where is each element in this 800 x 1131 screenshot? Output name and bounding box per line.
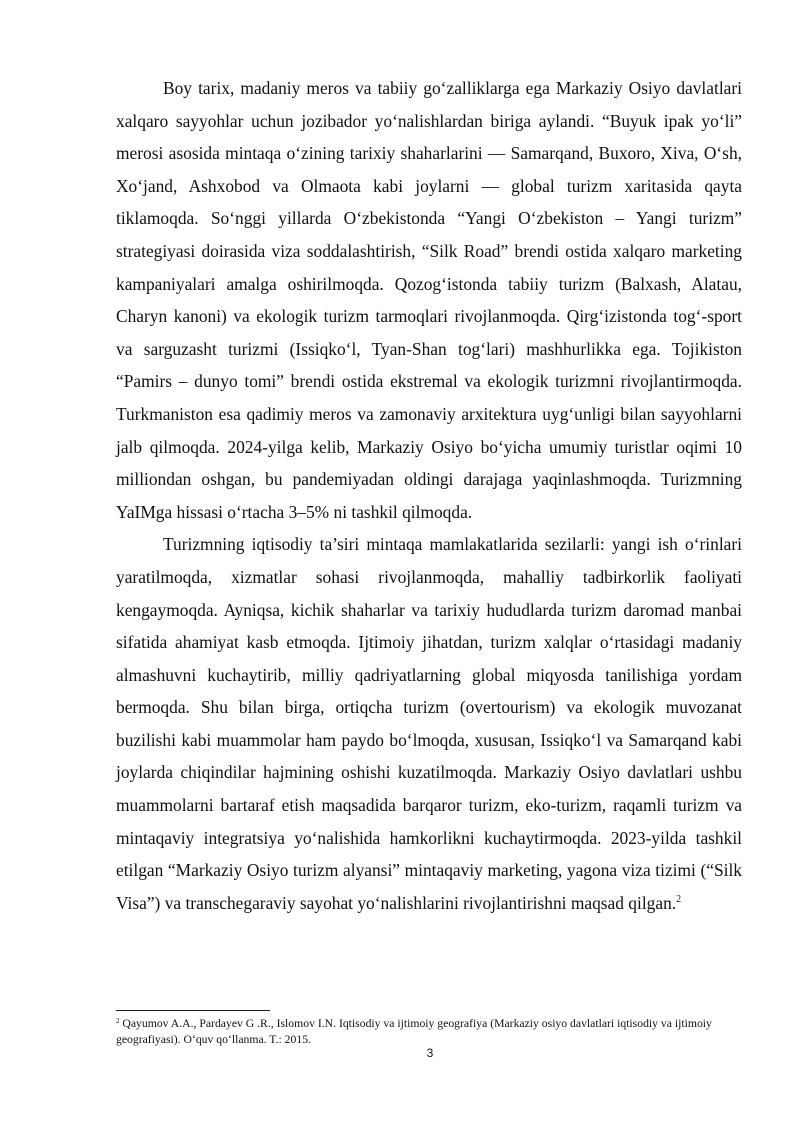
- paragraph-2-text: Turizmning iqtisodiy ta’siri mintaqa mamlakatlarida sezilarli: yangi ish o‘rinlari yaratilmoqda, xizmatlar sohasi rivojlanmoqda, mahalliy tadbirkorlik faoliyati kengaymoqda. Ayniqsa, kichik shaharlar va tarixiy hududlarda turizm daromad manbai sifatida ahamiyat kasb etmoqda. Ijtimoiy jihatdan, turizm xalqlar o‘rtasidagi madaniy almashuvni kuchaytirib, milliy qadriyatlarning global miqyosda tanilishiga yordam bermoqda. Shu bilan birga, ortiqcha turizm (overtourism) va ekologik muvozanat buzilishi kabi muammolar ham paydo bo‘lmoqda, xususan, Issiqko‘l va Samarqand kabi joylarda chiqindilar hajmining oshishi kuzatilmoqda. Markaziy Osiyo davlatlari ushbu muammolarni bartaraf etish maqsadida barqaror turizm, eko-turizm, raqamli turizm va mintaqaviy integratsiya yo‘nalishida hamkorlikni kuchaytirmoqda. 2023-yilda tashkil etilgan “Markaziy Osiyo turizm alyansi” mintaqaviy marketing, yagona viza tizimi (“Silk Visa”) va transchegaraviy sayohat yo‘nalishlarini rivojlantirishni maqsad qilgan.: [116, 534, 742, 913]
- footnote-text: Qayumov A.A., Pardayev G .R., Islomov I.N. Iqtisodiy va ijtimoiy geografiya (Markaziy osiyo davlatlari iqtisodiy va ijtimoiy geografiyasi). O‘quv qo‘llanma. T.: 2015.: [116, 1017, 712, 1046]
- page-number: 3: [426, 1046, 434, 1060]
- footnote: [116, 1016, 742, 1047]
- paragraph-2: [116, 528, 742, 919]
- footnote-separator: [116, 1010, 270, 1011]
- paragraph-1: Boy tarix, madaniy meros va tabiiy go‘zalliklarga ega Markaziy Osiyo davlatlari xalqaro sayyohlar uchun jozibador yo‘nalishlardan biriga aylandi. “Buyuk ipak yo‘li” merosi asosida mintaqa o‘zining tarixiy shaharlarini — Samarqand, Buxoro, Xiva, O‘sh, Xo‘jand, Ashxobod va Olmaota kabi joylarni — global turizm xaritasida qayta tiklamoqda. So‘nggi yillarda O‘zbekistonda “Yangi O‘zbekiston – Yangi turizm” strategiyasi doirasida viza soddalashtirish, “Silk Road” brendi ostida xalqaro marketing kampaniyalari amalga oshirilmoqda. Qozog‘istonda tabiiy turizm (Balxash, Alatau, Charyn kanoni) va ekologik turizm tarmoqlari rivojlanmoqda. Qirg‘izistonda tog‘-sport va sarguzasht turizmi (Issiqko‘l, Tyan-Shan tog‘lari) mashhurlikka ega. Tojikiston “Pamirs – dunyo tomi” brendi ostida ekstremal va ekologik turizmni rivojlantirmoqda. Turkmaniston esa qadimiy meros va zamonaviy arxitektura uyg‘unligi bilan sayyohlarni jalb qilmoqda. 2024-yilga kelib, Markaziy Osiyo bo‘yicha umumiy turistlar oqimi 10 milliondan oshgan, bu pandemiyadan oldingi darajaga yaqinlashmoqda. Turizmning YaIMga hissasi o‘rtacha 3–5% ni tashkil qilmoqda.: [116, 78, 742, 522]
- footnote-reference[interactable]: 2: [676, 893, 682, 905]
- body-text: [116, 72, 742, 919]
- footnote-marker: 2: [116, 1017, 120, 1025]
